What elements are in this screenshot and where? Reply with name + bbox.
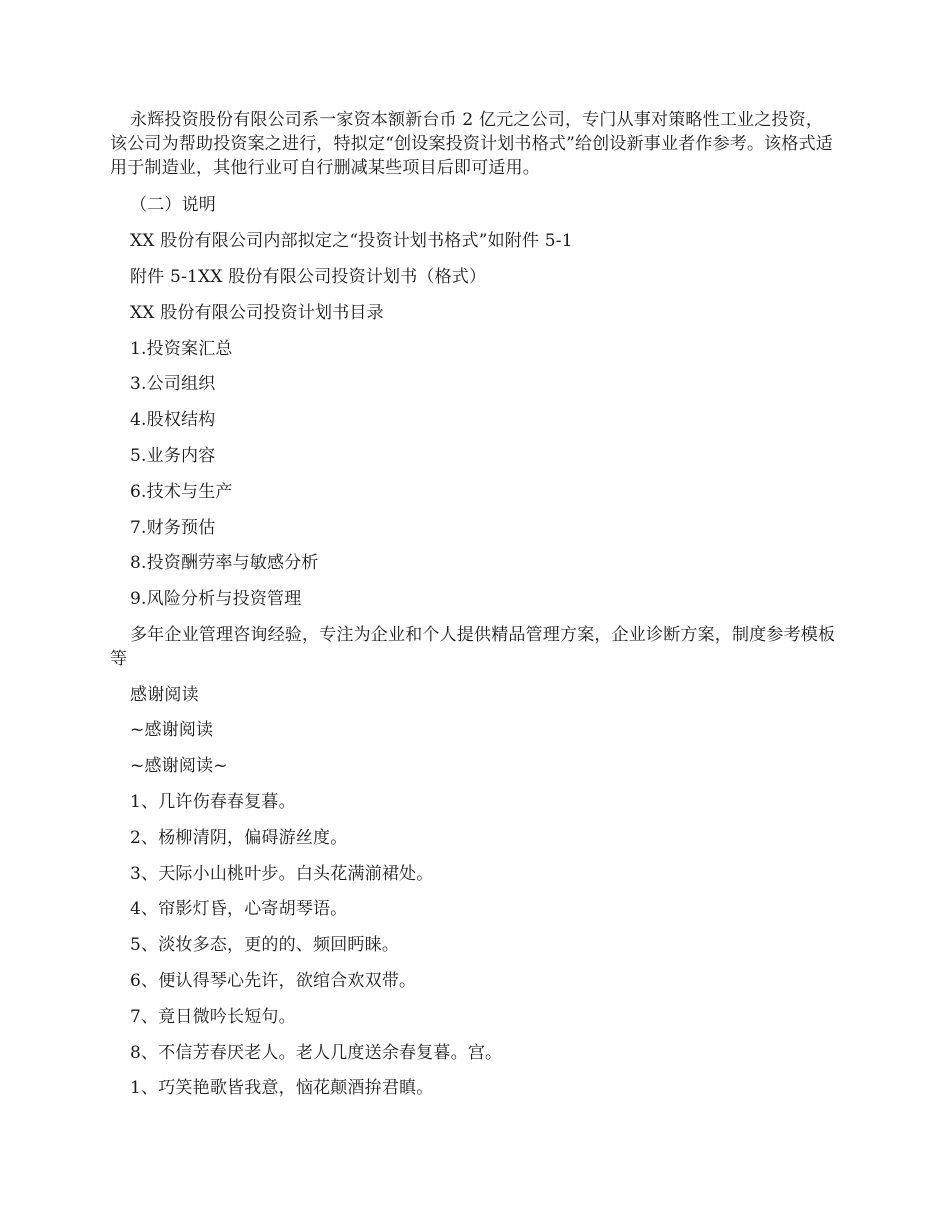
toc-item: 6.技术与生产 [130, 481, 233, 502]
toc-item: 5.业务内容 [130, 445, 216, 466]
toc-item: 9.风险分析与投资管理 [130, 589, 302, 610]
poem-line: 1、几许伤春春复暮。 [130, 791, 296, 812]
section-heading-explanation: （二）说明 [130, 195, 216, 216]
poem-line: 8、不信芳春厌老人。老人几度送余春复暮。宫。 [130, 1042, 503, 1063]
poem-line: 6、便认得琴心先许，欲绾合欢双带。 [130, 970, 417, 991]
toc-item: 7.财务预估 [130, 517, 216, 538]
poem-line: 3、天际小山桃叶步。白头花满湔裙处。 [130, 863, 434, 884]
poem-line: 2、杨柳清阴，偏碍游丝度。 [130, 827, 348, 848]
thanks-line: ~感谢阅读~ [130, 756, 228, 777]
poem-line: 1、巧笑艳歌皆我意，恼花颠酒拚君瞋。 [130, 1078, 434, 1099]
appendix-title: 附件 5-1XX 股份有限公司投资计划书（格式） [130, 266, 487, 287]
toc-title: XX 股份有限公司投资计划书目录 [130, 302, 384, 323]
toc-item: 1.投资案汇总 [130, 338, 233, 359]
poem-line: 7、竟日微吟长短句。 [130, 1006, 296, 1027]
thanks-line: 感谢阅读 [130, 684, 199, 705]
poem-line: 5、淡妆多态，更的的、频回眄睐。 [130, 935, 400, 956]
intro-paragraph: 永辉投资股份有限公司系一家资本额新台币 2 亿元之公司，专门从事对策略性工业之投资，该公司为帮助投资案之进行，特拟定“创设案投资计划书格式”给创设新事业者作参考。该格式适用于制造业，其他行业可自行删减某些项目后即可适用。 [110, 110, 833, 178]
toc-item: 4.股权结构 [130, 410, 216, 431]
poem-line: 4、帘影灯昏，心寄胡琴语。 [130, 899, 348, 920]
promo-paragraph: 多年企业管理咨询经验，专注为企业和个人提供精品管理方案，企业诊断方案，制度参考模板等 [110, 624, 836, 669]
format-note: XX 股份有限公司内部拟定之“投资计划书格式”如附件 5-1 [130, 231, 573, 252]
toc-item: 8.投资酬劳率与敏感分析 [130, 553, 319, 574]
thanks-line: ~感谢阅读 [130, 720, 214, 741]
toc-item: 3.公司组织 [130, 374, 216, 395]
